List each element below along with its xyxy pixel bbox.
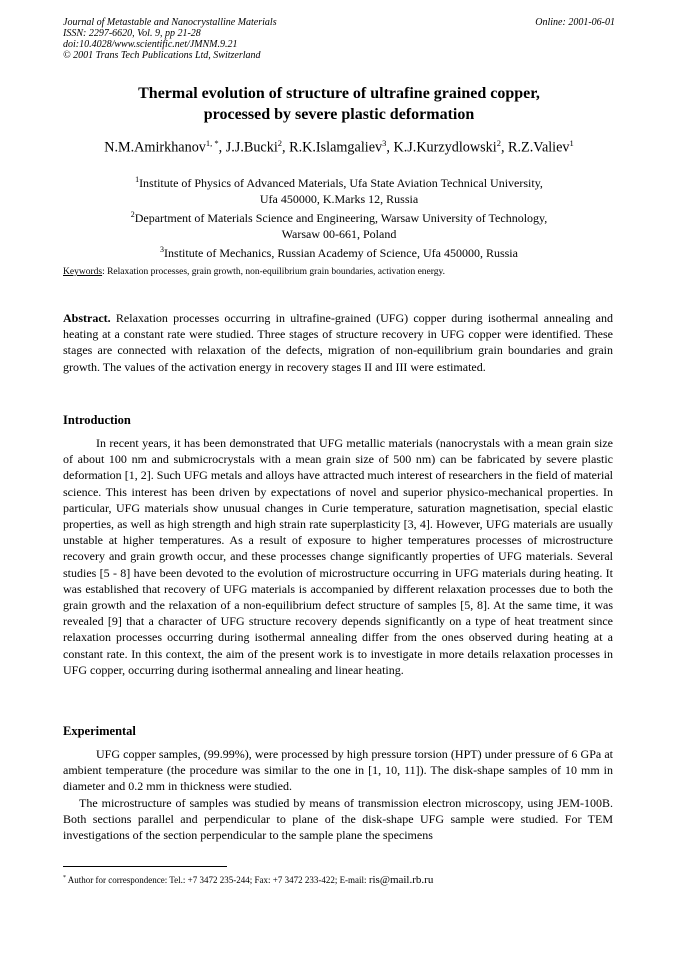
author-name: K.J.Kurzydlowski [393,139,497,156]
author-name: J.J.Bucki [225,139,278,156]
keywords-text: : Relaxation processes, grain growth, non-equilibrium grain boundaries, activation energy. [102,267,446,277]
author-name: R.Z.Valiev [508,139,570,156]
affiliation-2-cont: Warsaw 00-661, Poland [281,227,397,241]
footnote [63,874,433,886]
journal-doi: doi:10.4028/www.scientific.net/JMNM.9.21 [63,39,238,50]
affiliation-1 [40,172,638,191]
paper-title [40,83,638,125]
author-affil-mark: 3 [382,138,387,148]
online-date: Online: 2001-06-01 [535,17,615,28]
footnote-email: ris@mail.rb.ru [368,874,434,886]
author-affil-mark: 1, * [205,138,219,148]
affiliation-number: 1 [135,175,140,184]
journal-header [63,17,277,61]
keywords [63,267,445,277]
introduction-heading: Introduction [63,413,131,427]
affiliation-list [40,172,638,261]
author-name: N.M.Amirkhanov [104,139,206,156]
footnote-rule [63,866,227,867]
journal-name: Journal of Metastable and Nanocrystalline Materials [63,17,277,28]
title-line-1: Thermal evolution of structure of ultrafine grained copper, [138,85,540,102]
experimental-section [63,746,613,843]
affiliation-text: Department of Materials Science and Engineering, Warsaw University of Technology, [134,211,548,225]
affiliation-3 [40,242,638,261]
abstract-text: Relaxation processes occurring in ultrafine-grained (UFG) copper during isothermal annealing and heating at a constant rate were studied. Three stages of structure recovery in UFG copper were identified. These stages are connected with relaxation of the defects, migration of non-equilibrium grain boundaries and grain growth. The values of the activation energy in recovery stages II and III were estimated. [63,311,613,374]
author-sep: , [218,139,226,156]
author-name: R.K.Islamgaliev [289,139,383,156]
keywords-label: Keywords [63,267,103,277]
author-sep: , [282,139,290,156]
author-affil-mark: 2 [277,138,283,148]
author-affil-mark: 1 [569,138,574,148]
affiliation-2 [40,207,638,226]
introduction-text: In recent years, it has been demonstrated that UFG metallic materials (nanocrystals with a mean grain size of about 100 nm and submicrocrystals with a mean grain size of 500 nm) can be fabricated by severe plastic deformation [1, 2]. Such UFG metals and alloys have attracted much interest of researchers in the field of material science. This interest has been driven by expectations of novel and superior physico-mechanical properties. In particular, UFG materials show unusual changes in Curie temperature, saturation magnetisation, special elastic properties, as well as high strength and high strain rate superplasticity [3, 4]. However, UFG materials are usually unstable at higher temperatures. As a result of exposure to higher temperatures processes of microstructure recovery and grain growth occur, and these processes change significantly properties of UFG materials. Several studies [5 - 8] have been devoted to the evolution of microstructure occurring in UFG materials during heating. It was established that recovery of UFG materials is accompanied by different relaxation processes due to both the grain growth and the relaxation of a non-equilibrium defect structure of samples [5, 8]. At the same time, it was revealed [9] that a character of UFG structure recovery depends significantly on a type of heat treatment since relaxation processes occurring during isothermal annealing differ from the ones observed during heating at a constant rate. In this context, the aim of the present work is to investigate in more details relaxation processes in UFG copper, occurring during isothermal annealing and linear heating. [63,436,613,677]
affiliation-number: 2 [130,210,135,219]
journal-issn: ISSN: 2297-6620, Vol. 9, pp 21-28 [63,28,201,39]
footnote-text: Author for correspondence: Tel.: +7 3472 235-244; Fax: +7 3472 233-422; E-mail: [66,875,369,885]
title-line-2: processed by severe plastic deformation [203,106,475,123]
affiliation-text: Institute of Mechanics, Russian Academy of Science, Ufa 450000, Russia [164,246,518,260]
experimental-paragraph-2: The microstructure of samples was studied by means of transmission electron microscopy, using JEM-100B. Both sections parallel and perpendicular to plane of the disk-shape UFG sample were studied. For TEM investigations of the section perpendicular to the sample plane the specimens [63,795,613,843]
experimental-heading: Experimental [63,724,136,738]
affiliation-number: 3 [160,245,165,254]
experimental-paragraph-1: UFG copper samples, (99.99%), were processed by high pressure torsion (HPT) under pressure of 6 GPa at ambient temperature (the procedure was similar to the one in [1, 10, 11]). The disk-shape samples of 10 mm in diameter and 0.2 mm in thickness were studied. [63,747,613,794]
author-list [40,138,638,157]
journal-copyright: © 2001 Trans Tech Publications Ltd, Switzerland [63,50,261,61]
author-affil-mark: 2 [496,138,501,148]
footnote-mark: * [63,875,66,881]
affiliation-1-cont: Ufa 450000, K.Marks 12, Russia [259,192,419,206]
author-sep: , [500,139,509,156]
author-sep: , [386,139,394,156]
affiliation-text: Institute of Physics of Advanced Materials, Ufa State Aviation Technical University, [139,176,543,190]
abstract-label: Abstract. [63,311,111,325]
abstract [63,310,613,375]
